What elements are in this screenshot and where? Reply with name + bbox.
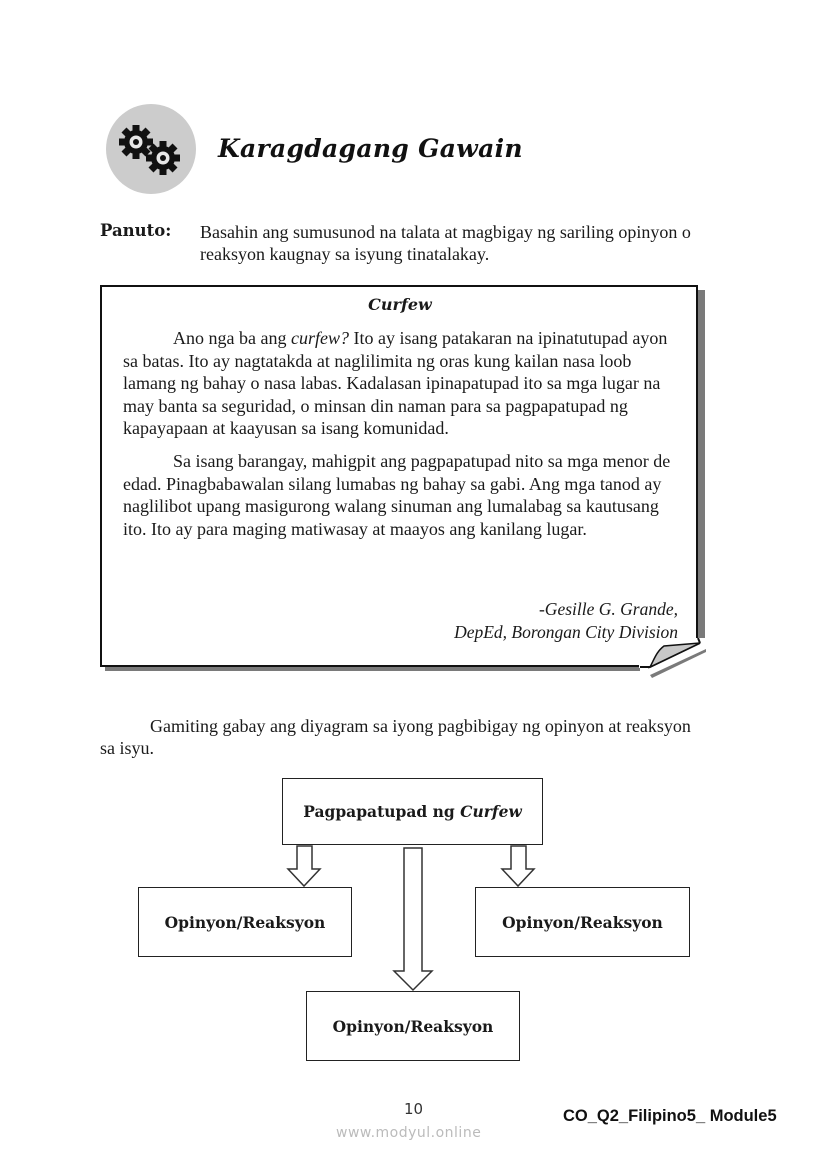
reading-paragraph-2: Sa isang barangay, mahigpit ang pagpapatupad nito sa mga menor de edad. Pinagbabawalan silang lumabas ng bahay sa gabi. Ang mga tanod ay naglilibot upang masigurong walang sinuman ang lumalabag sa kautusang ito. Ito ay para maging matiwasay at maayos ang kanilang lugar.	[123, 450, 671, 539]
reading-attribution	[380, 598, 678, 643]
arrow-down-center-icon	[394, 848, 432, 990]
page-curl-icon	[640, 638, 710, 678]
italic-term: curfew?	[290, 328, 349, 348]
page-number: 10	[404, 1100, 424, 1118]
arrow-down-left-icon	[288, 846, 320, 886]
reading-paragraph-1	[123, 327, 683, 440]
paragraph-text: Ito ay isang patakaran na ipinatutupad ayon sa batas. Ito ay nagtatakda at naglilimita ng oras kung kailan nasa loob lamang ng bahay o nasa labas. Kadalasan ipinapatupad ito sa mga lugar na may banta sa seguridad, o minsan din naman para sa pagpapatupad ng kapayapaan at kaayusan sa isang komunidad.	[123, 328, 668, 439]
attribution-author: -Gesille G. Grande,	[538, 599, 678, 619]
attribution-source: DepEd, Borongan City Division	[454, 621, 678, 642]
section-icon-badge	[106, 104, 196, 194]
directions-text: Basahin ang sumusunod na talata at magbigay ng sariling opinyon o reaksyon kaugnay sa isyung tinatalakay.	[200, 222, 691, 264]
diagram-topic-box	[282, 778, 543, 845]
gears-icon	[106, 104, 196, 194]
topic-italic: Curfew	[460, 802, 522, 821]
reading-body	[123, 327, 683, 550]
paragraph-text: Ano nga ba ang	[173, 328, 291, 348]
topic-text: Pagpapatupad ng	[303, 802, 461, 821]
watermark: www.modyul.online	[336, 1125, 482, 1141]
diagram-opinion-box-right: Opinyon/Reaksyon	[475, 887, 690, 957]
directions-label: Panuto:	[100, 221, 172, 240]
diagram-opinion-box-left: Opinyon/Reaksyon	[138, 887, 352, 957]
guide-text: Gamiting gabay ang diyagram sa iyong pagbibigay ng opinyon at reaksyon sa isyu.	[100, 716, 691, 758]
diagram-opinion-box-bottom: Opinyon/Reaksyon	[306, 991, 520, 1061]
reading-title: Curfew	[368, 295, 432, 314]
arrow-down-right-icon	[502, 846, 534, 886]
module-code: CO_Q2_Filipino5_ Module5	[563, 1107, 777, 1125]
section-title: Karagdagang Gawain	[218, 134, 523, 163]
